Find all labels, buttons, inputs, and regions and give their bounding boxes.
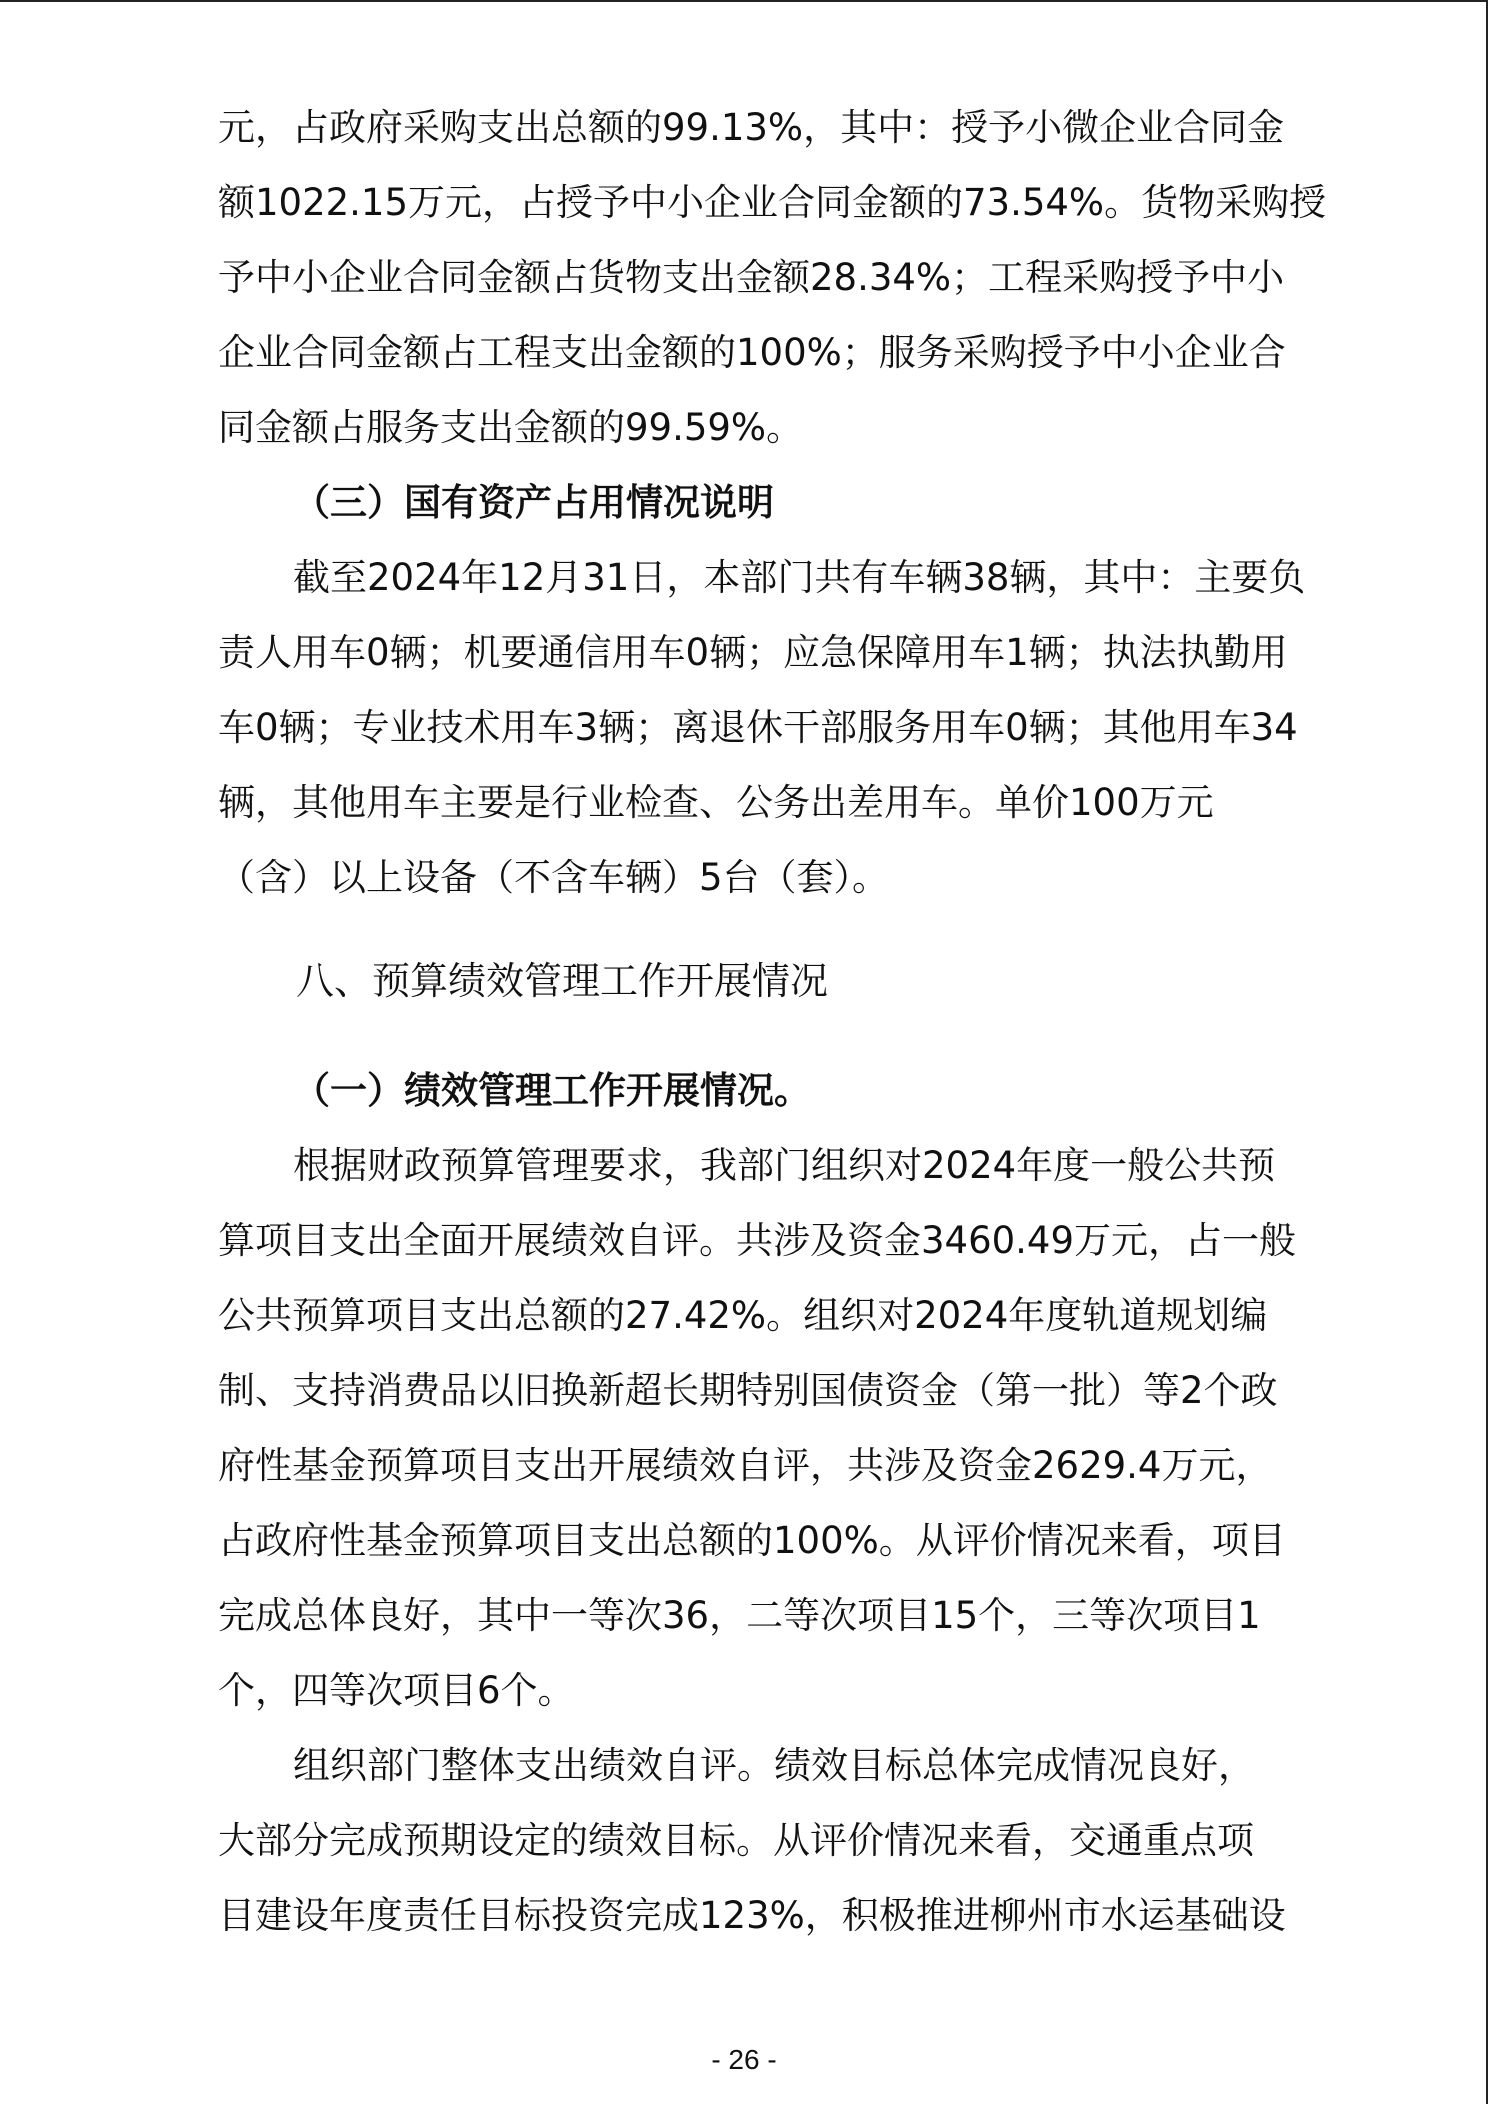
paragraph-line: 个，四等次项目6个。 — [218, 1669, 575, 1712]
paragraph-line: 制、支持消费品以旧换新超长期特别国债资金（第一批）等2个政 — [218, 1369, 1278, 1412]
paragraph-line: 大部分完成预期设定的绩效目标。从评价情况来看，交通重点项 — [218, 1819, 1254, 1862]
paragraph-line: 责人用车0辆；机要通信用车0辆；应急保障用车1辆；执法执勤用 — [218, 631, 1288, 674]
paragraph-line: 公共预算项目支出总额的27.42%。组织对2024年度轨道规划编 — [218, 1294, 1268, 1337]
paragraph-line: 额1022.15万元，占授予中小企业合同金额的73.54%。货物采购授 — [218, 181, 1327, 224]
paragraph-line: 予中小企业合同金额占货物支出金额28.34%；工程采购授予中小 — [218, 256, 1285, 299]
page-number: - 26 - — [711, 2044, 777, 2075]
paragraph-line: 完成总体良好，其中一等次36，二等次项目15个，三等次项目1 — [218, 1594, 1261, 1637]
paragraph-line: 截至2024年12月31日，本部门共有车辆38辆，其中：主要负 — [293, 556, 1306, 599]
document-body — [218, 90, 1327, 1953]
paragraph-line: 组织部门整体支出绩效自评。绩效目标总体完成情况良好， — [293, 1744, 1255, 1787]
paragraph-line: 车0辆；专业技术用车3辆；离退休干部服务用车0辆；其他用车34 — [218, 706, 1298, 749]
page-border-top — [0, 0, 1488, 2]
paragraph-line: 占政府性基金预算项目支出总额的100%。从评价情况来看，项目 — [218, 1519, 1286, 1562]
paragraph-line: 辆，其他用车主要是行业检查、公务出差用车。单价100万元 — [218, 781, 1214, 824]
subsection-heading-assets: （三）国有资产占用情况说明 — [293, 481, 774, 524]
paragraph-line: 目建设年度责任目标投资完成123%，积极推进柳州市水运基础设 — [218, 1894, 1286, 1937]
subsection-heading-performance: （一）绩效管理工作开展情况。 — [293, 1069, 811, 1112]
paragraph-line: 元，占政府采购支出总额的99.13%，其中：授予小微企业合同金 — [218, 106, 1285, 149]
paragraph-line: 府性基金预算项目支出开展绩效自评，共涉及资金2629.4万元， — [218, 1444, 1273, 1487]
paragraph-line: 根据财政预算管理要求，我部门组织对2024年度一般公共预 — [293, 1144, 1276, 1187]
paragraph-line: 算项目支出全面开展绩效自评。共涉及资金3460.49万元，占一般 — [218, 1219, 1297, 1262]
paragraph-line: （含）以上设备（不含车辆）5台（套）。 — [218, 856, 890, 899]
paragraph-line: 企业合同金额占工程支出金额的100%；服务采购授予中小企业合 — [218, 331, 1286, 374]
section-heading-performance: 八、预算绩效管理工作开展情况 — [296, 959, 829, 1003]
paragraph-line: 同金额占服务支出金额的99.59%。 — [218, 406, 804, 449]
spacer — [218, 1037, 1286, 1053]
